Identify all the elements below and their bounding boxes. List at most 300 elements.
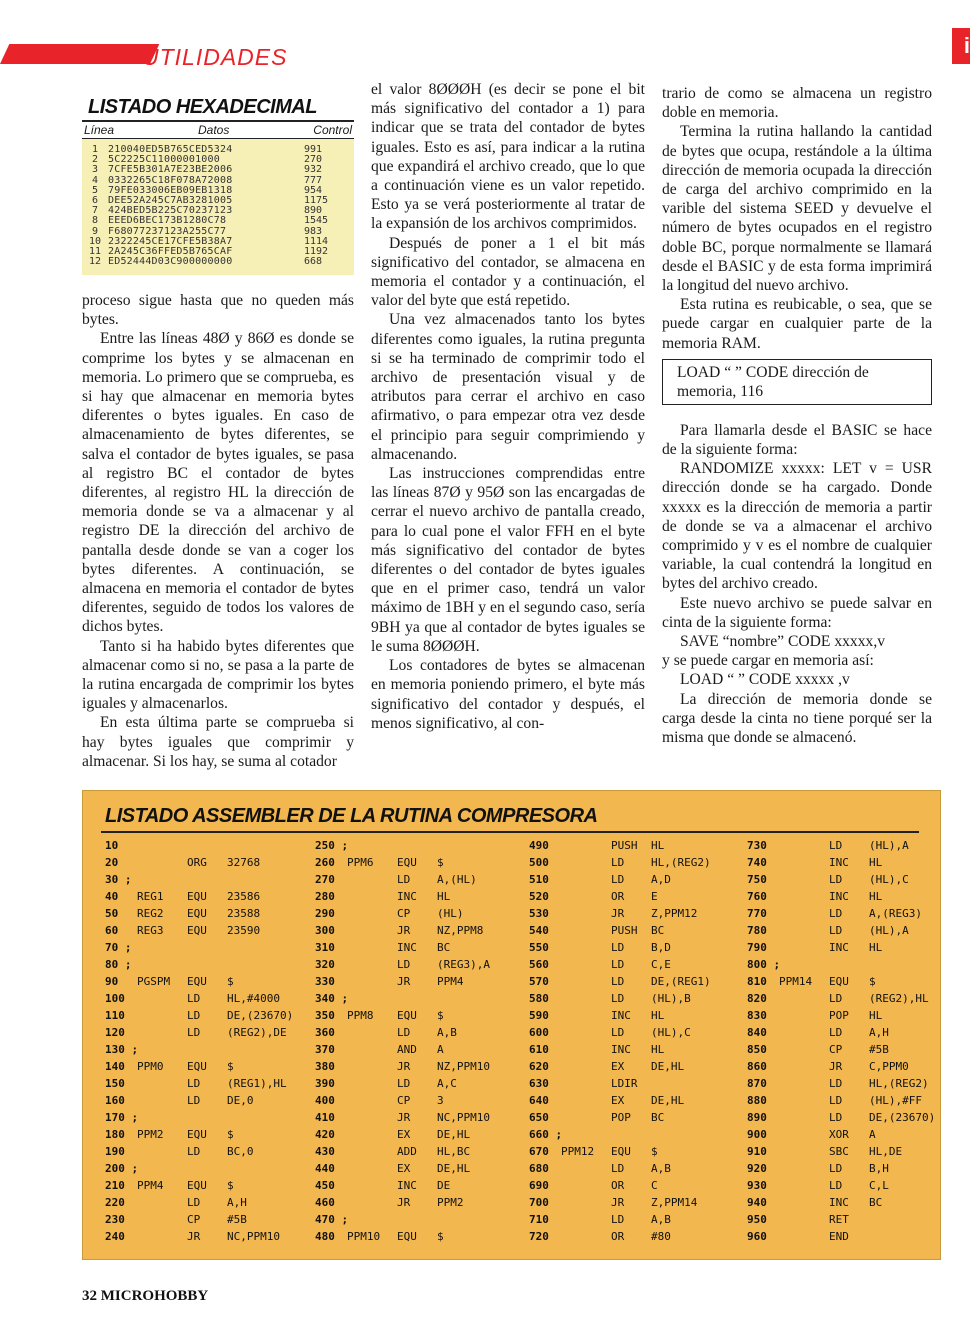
asm-line	[747, 1075, 969, 1092]
asm-label	[561, 922, 611, 939]
asm-line	[747, 854, 969, 871]
asm-line-number: 410	[315, 1111, 335, 1124]
asm-opcode: INC	[829, 856, 849, 869]
asm-opcode: EX	[611, 1094, 625, 1107]
hex-control: 1545	[304, 215, 329, 227]
asm-opcode	[187, 939, 227, 956]
hex-control: 1192	[304, 246, 329, 258]
asm-line-number: 910	[747, 1145, 767, 1158]
asm-line-number: 420	[315, 1128, 335, 1141]
asm-opcode: INC	[397, 941, 417, 954]
hex-line-number: 6	[91, 195, 99, 207]
asm-label	[347, 1075, 397, 1092]
asm-opcode: OR	[611, 890, 625, 903]
asm-operand: $	[651, 1145, 658, 1158]
asm-operand	[227, 939, 327, 956]
paragraph: trario de como se almacena un registro doble en memoria.	[662, 85, 932, 122]
asm-line	[315, 1092, 537, 1109]
hex-line-number: 11	[88, 246, 102, 258]
asm-label	[779, 1041, 829, 1058]
asm-operand: A,C	[437, 1077, 457, 1090]
hex-data: 2322245CE17CFE5B38A7	[108, 235, 233, 247]
asm-line	[105, 990, 327, 1007]
asm-line	[105, 905, 327, 922]
asm-line	[315, 973, 537, 990]
asm-operand: HL	[869, 890, 883, 903]
asm-line	[105, 1058, 327, 1075]
hex-control: 954	[304, 184, 323, 196]
asm-line-number: 230	[105, 1213, 125, 1226]
hex-data: 7CFE5B301A7E23BE2006	[108, 164, 233, 176]
asm-operand: HL	[651, 839, 665, 852]
asm-line-number: 880	[747, 1094, 767, 1107]
hex-line-number: 4	[91, 174, 99, 186]
asm-operand: 23586	[227, 890, 261, 903]
asm-line-number: 790	[747, 941, 767, 954]
asm-opcode: EQU	[611, 1145, 631, 1158]
asm-line-number: 510	[529, 873, 549, 886]
asm-label	[779, 888, 829, 905]
asm-line-number: 670	[529, 1145, 549, 1158]
asm-operand	[227, 871, 327, 888]
asm-opcode: LD	[829, 1111, 843, 1124]
asm-line-number: 490	[529, 839, 549, 852]
asm-label	[347, 1177, 397, 1194]
asm-opcode: LD	[611, 1026, 625, 1039]
asm-line	[747, 837, 969, 854]
asm-opcode: EQU	[397, 1009, 417, 1022]
asm-operand: B,H	[869, 1162, 889, 1175]
asm-line-number: 130 ;	[105, 1043, 139, 1056]
asm-label	[561, 837, 611, 854]
asm-line	[529, 1160, 751, 1177]
asm-line-number: 930	[747, 1179, 767, 1192]
asm-opcode: JR	[611, 907, 625, 920]
asm-operand: A,H	[869, 1026, 889, 1039]
asm-column-1	[105, 837, 327, 1245]
asm-opcode: LD	[187, 1077, 201, 1090]
asm-operand: C,L	[869, 1179, 889, 1192]
hex-data: EEED6BEC173B1280C78	[108, 215, 227, 227]
paragraph: el valor 8ØØØH (es decir se pone el bit más significativo del contador a 1) para indicar que se trata del contador de bytes iguales. Esto es así, para indicar a la rutina que expandirá el archivo creado, que lo que a continuación viene es un valor repetido. Esto ya se verá posteriormente al tratar de la expansión de los archivos comprimidos.	[371, 81, 645, 233]
asm-label: PPM12	[561, 1145, 595, 1158]
asm-line	[315, 837, 537, 854]
asm-line	[529, 1211, 751, 1228]
asm-label	[561, 1194, 611, 1211]
asm-operand: DE	[437, 1179, 451, 1192]
asm-line-number: 390	[315, 1077, 335, 1090]
asm-opcode: LD	[829, 839, 843, 852]
asm-line	[105, 1194, 327, 1211]
asm-line	[315, 1075, 537, 1092]
asm-operand	[651, 1075, 751, 1092]
asm-opcode: LD	[397, 958, 411, 971]
asm-line	[747, 1007, 969, 1024]
paragraph: Termina la rutina hallando la cantidad de bytes que ocupa, restándole a la última dirección de memoria ocupada la dirección de carga del archivo comprimido en la varible del sistema SEED y devuelve el número de bytes ocupados en el registro doble BC, porque normalmente se llamará desde el BASIC y de esta forma imprimirá la longitud del nuevo archivo.	[662, 123, 932, 295]
asm-opcode: LD	[187, 992, 201, 1005]
asm-label	[137, 939, 187, 956]
magazine-name: MICROHOBBY	[100, 1288, 209, 1304]
asm-label	[137, 1143, 187, 1160]
asm-operand: NZ,PPM10	[437, 1060, 490, 1073]
asm-operand: $	[227, 1128, 234, 1141]
asm-label	[561, 1211, 611, 1228]
asm-line-number: 160	[105, 1094, 125, 1107]
asm-line-number: 350	[315, 1009, 335, 1022]
asm-opcode	[187, 837, 227, 854]
asm-label: PPM14	[779, 975, 813, 988]
asm-line	[529, 1177, 751, 1194]
hex-data: 0332265C18F078A72008	[108, 174, 233, 186]
asm-operand: NC,PPM10	[227, 1230, 280, 1243]
asm-line-number: 890	[747, 1111, 767, 1124]
asm-label	[137, 1160, 187, 1177]
asm-opcode: CP	[829, 1043, 843, 1056]
asm-line	[529, 1075, 751, 1092]
asm-operand: HL	[869, 1009, 883, 1022]
asm-line	[529, 871, 751, 888]
asm-operand	[869, 1211, 969, 1228]
asm-label	[137, 1228, 187, 1245]
hex-data: 5C2225C11000001000	[108, 154, 220, 166]
asm-line	[529, 939, 751, 956]
edge-tab: i	[952, 28, 970, 64]
hex-control: 1114	[304, 235, 329, 247]
asm-label	[561, 1041, 611, 1058]
asm-operand: C	[651, 1179, 658, 1192]
asm-line	[747, 871, 969, 888]
asm-operand: $	[869, 975, 876, 988]
asm-line-number: 950	[747, 1213, 767, 1226]
asm-opcode: CP	[187, 1213, 201, 1226]
asm-label	[137, 1041, 187, 1058]
asm-opcode	[397, 837, 437, 854]
asm-label	[779, 1058, 829, 1075]
asm-line	[105, 1177, 327, 1194]
hex-control: 932	[304, 164, 323, 176]
asm-label: PPM10	[347, 1230, 381, 1243]
asm-line	[529, 922, 751, 939]
asm-label: PPM0	[137, 1060, 164, 1073]
asm-opcode: EQU	[397, 1230, 417, 1243]
asm-label	[779, 837, 829, 854]
asm-opcode: JR	[829, 1060, 843, 1073]
section-title: UTILIDADES	[142, 44, 288, 70]
asm-label	[347, 1194, 397, 1211]
asm-line-number: 770	[747, 907, 767, 920]
asm-opcode	[187, 956, 227, 973]
asm-line	[105, 1143, 327, 1160]
asm-line-number: 440	[315, 1162, 335, 1175]
asm-opcode: LD	[829, 1179, 843, 1192]
load-command-box: LOAD “ ” CODE dirección de memoria, 116	[662, 359, 932, 405]
asm-label	[137, 1211, 187, 1228]
asm-line	[529, 888, 751, 905]
paragraph: Después de poner a 1 el bit más significativo del contador, se almacena en memoria el contador y a continuación, el valor del byte que está repetido.	[371, 234, 645, 310]
asm-opcode: PUSH	[611, 924, 638, 937]
hex-data: 424BED5B225C70237123	[108, 205, 233, 217]
asm-label	[347, 1126, 397, 1143]
asm-line-number: 580	[529, 992, 549, 1005]
asm-operand: (HL)	[437, 907, 464, 920]
asm-operand: BC,0	[227, 1145, 254, 1158]
asm-line-number: 460	[315, 1196, 335, 1209]
hex-line-number: 9	[91, 225, 99, 237]
asm-line	[747, 939, 969, 956]
asm-label: PPM2	[137, 1128, 164, 1141]
asm-opcode: JR	[397, 975, 411, 988]
text-column-3	[662, 84, 932, 747]
asm-label	[137, 871, 187, 888]
asm-operand: DE,HL	[651, 1060, 685, 1073]
asm-opcode: INC	[829, 941, 849, 954]
asm-operand: DE,HL	[651, 1094, 685, 1107]
asm-opcode: JR	[397, 1196, 411, 1209]
asm-opcode: INC	[611, 1009, 631, 1022]
asm-line-number: 820	[747, 992, 767, 1005]
asm-opcode: POP	[611, 1111, 631, 1124]
asm-label: PPM6	[347, 856, 374, 869]
asm-line-number: 30 ;	[105, 873, 132, 886]
text-column-2	[371, 80, 645, 733]
asm-line-number: 800 ;	[747, 958, 781, 971]
asm-opcode: LD	[829, 1026, 843, 1039]
asm-opcode: OR	[611, 1230, 625, 1243]
asm-label: PPM8	[347, 1009, 374, 1022]
asm-label	[561, 939, 611, 956]
asm-label	[779, 1109, 829, 1126]
asm-label	[779, 854, 829, 871]
asm-operand	[227, 1109, 327, 1126]
asm-label	[779, 871, 829, 888]
asm-label	[779, 1160, 829, 1177]
asm-opcode: LDIR	[611, 1077, 638, 1090]
asm-opcode: LD	[187, 1009, 201, 1022]
asm-operand: HL,BC	[437, 1145, 471, 1158]
asm-opcode: LD	[611, 1213, 625, 1226]
asm-opcode	[611, 1126, 651, 1143]
asm-opcode: END	[829, 1230, 849, 1243]
asm-label	[779, 905, 829, 922]
asm-operand: (REG2),DE	[227, 1026, 287, 1039]
asm-line-number: 120	[105, 1026, 125, 1039]
asm-line	[747, 1092, 969, 1109]
asm-line	[747, 990, 969, 1007]
asm-line-number: 940	[747, 1196, 767, 1209]
asm-line-number: 320	[315, 958, 335, 971]
asm-line-number: 310	[315, 941, 335, 954]
hex-line-number: 10	[88, 235, 102, 247]
asm-line	[105, 1075, 327, 1092]
asm-opcode: EQU	[829, 975, 849, 988]
asm-line-number: 520	[529, 890, 549, 903]
asm-line	[105, 922, 327, 939]
asm-line	[529, 905, 751, 922]
asm-line	[105, 1109, 327, 1126]
asm-line	[529, 1228, 751, 1245]
asm-opcode: LD	[397, 1026, 411, 1039]
asm-operand	[651, 1126, 751, 1143]
asm-line	[105, 888, 327, 905]
asm-operand: 32768	[227, 856, 261, 869]
asm-line	[315, 1211, 537, 1228]
asm-opcode: INC	[829, 1196, 849, 1209]
asm-line	[747, 973, 969, 990]
asm-operand: NZ,PPM8	[437, 924, 484, 937]
asm-label	[347, 871, 397, 888]
asm-line	[105, 1126, 327, 1143]
asm-operand	[227, 956, 327, 973]
asm-label	[561, 1228, 611, 1245]
asm-label: PPM4	[137, 1179, 164, 1192]
asm-opcode: XOR	[829, 1128, 849, 1141]
asm-label	[779, 1092, 829, 1109]
asm-opcode: LD	[187, 1196, 201, 1209]
asm-operand	[227, 837, 327, 854]
asm-label	[779, 1211, 829, 1228]
asm-line	[529, 990, 751, 1007]
asm-column-3	[529, 837, 751, 1245]
asm-opcode: EQU	[187, 1060, 207, 1073]
asm-line	[747, 922, 969, 939]
asm-line-number: 470 ;	[315, 1213, 349, 1226]
asm-line-number: 830	[747, 1009, 767, 1022]
asm-label	[561, 1075, 611, 1092]
asm-opcode: EQU	[187, 1128, 207, 1141]
paragraph: Una vez almacenados tanto los bytes diferentes como iguales, la rutina pregunta si se ha terminado de comprimir todo el archivo de presentación visual y de atributos para cerrar el archivo en caso afirmativo, o para empezar otra vez desde el principio para seguir comprimiendo y almacenando.	[371, 311, 645, 463]
asm-line-number: 540	[529, 924, 549, 937]
asm-opcode: EX	[397, 1128, 411, 1141]
hex-data: ED52444D03C900000000	[108, 256, 233, 268]
asm-line-number: 250 ;	[315, 839, 349, 852]
asm-operand: (HL),A	[869, 839, 909, 852]
hex-control: 890	[304, 205, 323, 217]
asm-line	[105, 956, 327, 973]
hex-listing	[82, 96, 354, 281]
paragraph: Esta rutina es reubicable, o sea, que se puede cargar en cualquier parte de la memoria RAM.	[662, 296, 932, 352]
asm-line	[747, 1109, 969, 1126]
assembler-listing	[82, 790, 941, 1260]
asm-opcode	[187, 1160, 227, 1177]
asm-line	[747, 1024, 969, 1041]
asm-line	[315, 990, 537, 1007]
asm-label	[137, 1075, 187, 1092]
asm-line-number: 550	[529, 941, 549, 954]
asm-line	[105, 871, 327, 888]
asm-operand: $	[227, 1179, 234, 1192]
asm-line	[315, 1024, 537, 1041]
asm-line-number: 610	[529, 1043, 549, 1056]
asm-label	[137, 837, 187, 854]
asm-line	[105, 1092, 327, 1109]
asm-operand: DE,HL	[437, 1162, 471, 1175]
asm-line-number: 530	[529, 907, 549, 920]
asm-line-number: 150	[105, 1077, 125, 1090]
asm-opcode: EQU	[187, 890, 207, 903]
asm-line	[529, 1007, 751, 1024]
hex-row	[82, 257, 354, 267]
asm-operand: 23590	[227, 924, 261, 937]
asm-label: REG1	[137, 890, 164, 903]
asm-line-number: 220	[105, 1196, 125, 1209]
asm-opcode: OR	[611, 1179, 625, 1192]
asm-label	[347, 1041, 397, 1058]
asm-line	[747, 1143, 969, 1160]
hex-col-linea: Línea	[84, 123, 115, 137]
asm-line-number: 810	[747, 975, 767, 988]
asm-label	[137, 956, 187, 973]
asm-operand: PPM4	[437, 975, 464, 988]
asm-opcode: AND	[397, 1043, 417, 1056]
asm-line-number: 600	[529, 1026, 549, 1039]
asm-operand: 23588	[227, 907, 261, 920]
asm-operand: (HL),B	[651, 992, 691, 1005]
asm-opcode: JR	[397, 1060, 411, 1073]
asm-label	[347, 1024, 397, 1041]
asm-line-number: 270	[315, 873, 335, 886]
asm-label	[779, 1024, 829, 1041]
asm-opcode: LD	[829, 1094, 843, 1107]
asm-line-number: 850	[747, 1043, 767, 1056]
hex-listing-title: LISTADO HEXADECIMAL	[88, 96, 318, 118]
asm-label	[779, 1194, 829, 1211]
asm-line	[315, 1058, 537, 1075]
asm-line-number: 780	[747, 924, 767, 937]
asm-line-number: 50	[105, 907, 119, 920]
asm-label	[561, 956, 611, 973]
asm-opcode: LD	[829, 873, 843, 886]
hex-line-number: 5	[91, 184, 99, 196]
asm-label	[347, 1092, 397, 1109]
asm-line-number: 60	[105, 924, 119, 937]
asm-line	[105, 1160, 327, 1177]
asm-operand: B,D	[651, 941, 671, 954]
asm-opcode: EQU	[397, 856, 417, 869]
asm-opcode	[187, 1041, 227, 1058]
paragraph: Entre las líneas 48Ø y 86Ø es donde se comprime los bytes y se almacenan en memoria. Lo primero que se comprueba, es si hay que almacenar en memoria bytes diferentes o bytes iguales. En caso de almacenamiento de bytes diferentes, se salva el contador de bytes iguales, se pasa al registro BC el contador de bytes diferentes, al registro HL la dirección de memoria donde se va a almacenar y al registro DE la dirección del archivo de pantalla desde donde se van a coger los bytes diferentes. A continuación, se almacena en memoria el contador de bytes diferentes, seguido de todos los valores de dichos bytes.	[82, 330, 354, 636]
asm-label	[347, 922, 397, 939]
asm-line-number: 590	[529, 1009, 549, 1022]
asm-opcode: LD	[611, 941, 625, 954]
asm-line	[105, 939, 327, 956]
asm-line-number: 570	[529, 975, 549, 988]
asm-line	[747, 905, 969, 922]
asm-line	[315, 905, 537, 922]
asm-label	[137, 1194, 187, 1211]
asm-opcode: POP	[829, 1009, 849, 1022]
asm-label	[137, 854, 187, 871]
asm-line-number: 80 ;	[105, 958, 132, 971]
asm-line-number: 680	[529, 1162, 549, 1175]
asm-label	[561, 1109, 611, 1126]
asm-line	[529, 956, 751, 973]
asm-line	[529, 1092, 751, 1109]
hex-line-number: 12	[88, 256, 102, 268]
asm-operand: NC,PPM10	[437, 1111, 490, 1124]
asm-opcode	[187, 1109, 227, 1126]
asm-label	[561, 888, 611, 905]
asm-operand: HL,DE	[869, 1145, 903, 1158]
hex-line-number: 7	[91, 205, 99, 217]
asm-operand: #5B	[227, 1213, 247, 1226]
asm-line-number: 740	[747, 856, 767, 869]
hex-col-datos: Datos	[197, 123, 230, 137]
paragraph: Este nuevo archivo se puede salvar en cinta de la siguiente forma:	[662, 594, 932, 631]
asm-operand: A,(HL)	[437, 873, 477, 886]
asm-line-number: 370	[315, 1043, 335, 1056]
asm-opcode: LD	[829, 1162, 843, 1175]
asm-line-number: 400	[315, 1094, 335, 1107]
